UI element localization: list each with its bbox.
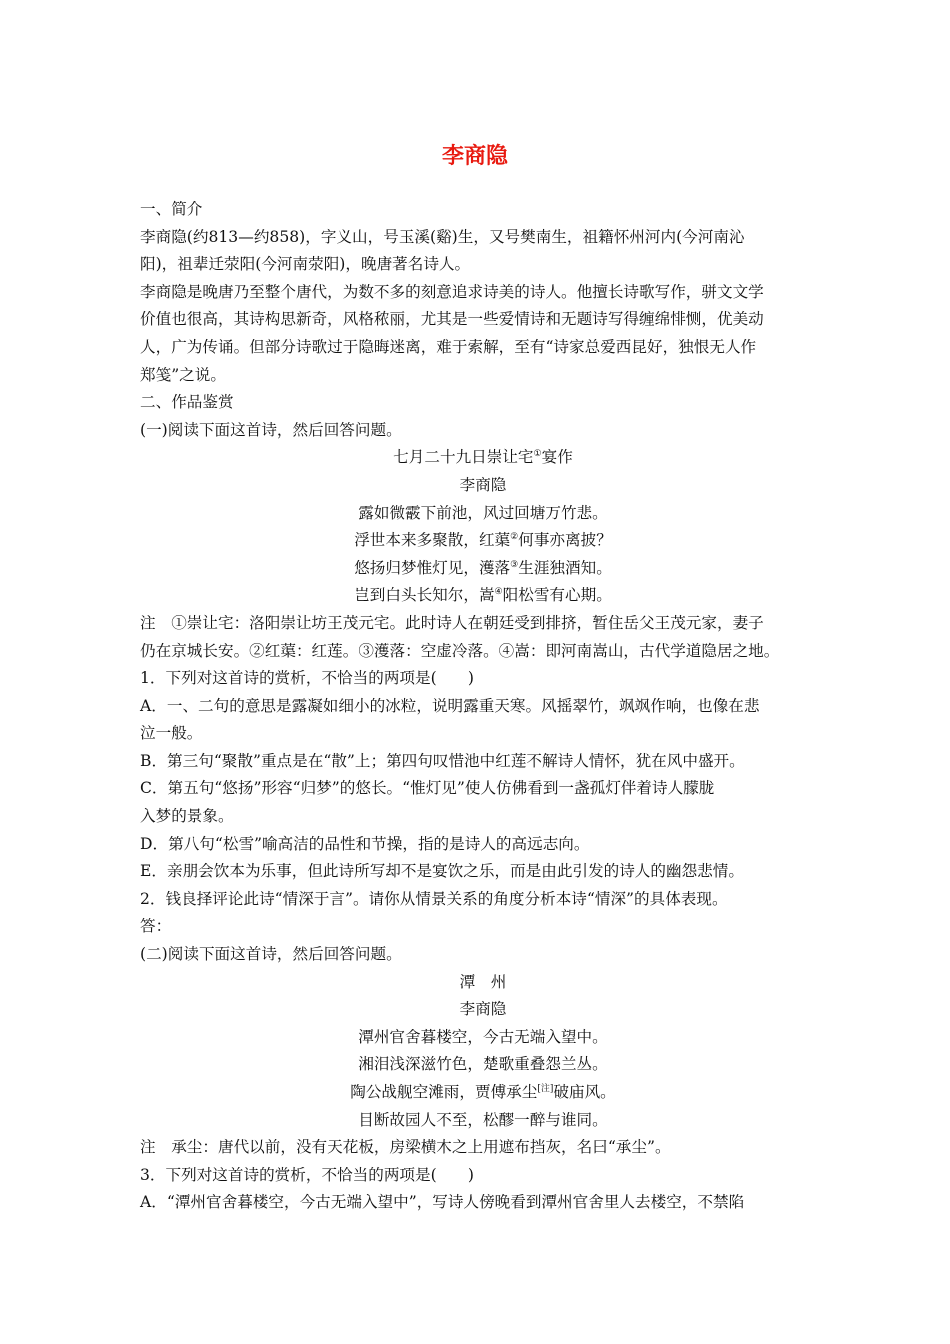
question-1-option-a: A．一、二句的意思是露凝如细小的冰粒，说明露重天寒。风摇翠竹，飒飒作响，也像在悲: [140, 696, 760, 715]
question-1-option-d: D．第八句“松雪”喻高洁的品性和节操，指的是诗人的高远志向。: [140, 834, 590, 853]
question-1-option-b: B．第三句“聚散”重点是在“散”上；第四句叹惜池中红莲不解诗人情怀，犹在风中盛开。: [140, 751, 745, 770]
part-two-intro: (二)阅读下面这首诗，然后回答问题。: [140, 945, 402, 964]
question-2: 2．钱良择评论此诗“情深于言”。请你从情景关系的角度分析本诗“情深”的具体表现。: [140, 889, 728, 908]
footnote-marker: ②: [510, 532, 519, 543]
footnote-marker: [注]: [537, 1084, 554, 1094]
poem-1-note-line: 注 ①崇让宅：洛阳崇让坊王茂元宅。此时诗人在朝廷受到排挤，暂住岳父王茂元家，妻子: [140, 613, 764, 632]
poem-2-verse: 潭州官舍暮楼空，今古无端入望中。: [358, 1027, 608, 1046]
footnote-marker: ④: [494, 587, 503, 598]
poem-1-title: 七月二十九日崇让宅①宴作: [393, 448, 573, 467]
poem-2-verse: 陶公战舰空滩雨，贾傅承尘[注]破庙风。: [350, 1083, 616, 1101]
poem-1-verse: 露如微霰下前池，风过回塘万竹悲。: [358, 503, 608, 522]
footnote-marker: ③: [510, 559, 519, 570]
intro-paragraph-2-line: 人，广为传诵。但部分诗歌过于隐晦迷离，难于索解，至有“诗家总爱西昆好，独恨无人作: [140, 337, 757, 356]
intro-paragraph-1-line: 李商隐(约813—约858)，字义山，号玉溪(谿)生，又号樊南生，祖籍怀州河内(今河南沁: [140, 227, 745, 246]
question-1-option-c: 入梦的景象。: [140, 807, 234, 826]
poem-2-author: 李商隐: [459, 1000, 507, 1019]
answer-label: 答：: [140, 917, 172, 936]
poem-2-note: 注 承尘：唐代以前，没有天花板，房梁横木之上用遮布挡灰，名曰“承尘”。: [140, 1138, 671, 1157]
intro-paragraph-2-line: 郑笺”之说。: [140, 365, 226, 384]
part-one-intro: (一)阅读下面这首诗，然后回答问题。: [140, 420, 402, 439]
intro-paragraph-2-line: 李商隐是晚唐乃至整个唐代，为数不多的刻意追求诗美的诗人。他擅长诗歌写作，骈文文学: [140, 282, 764, 301]
poem-1-verse: 悠扬归梦惟灯见，濩落③生涯独酒知。: [354, 558, 612, 577]
section-heading-appreciation: 二、作品鉴赏: [140, 393, 234, 412]
question-1: 1．下列对这首诗的赏析，不恰当的两项是( ): [140, 669, 474, 688]
poem-2-verse: 湘泪浅深滋竹色，楚歌重叠怨兰丛。: [358, 1055, 608, 1074]
question-1-option-a: 泣一般。: [140, 724, 203, 743]
page-title: 李商隐: [441, 144, 508, 169]
question-3: 3．下列对这首诗的赏析，不恰当的两项是( ): [140, 1165, 474, 1184]
footnote-marker: ①: [533, 449, 542, 460]
section-heading-intro: 一、简介: [140, 200, 203, 218]
poem-1-verse: 岂到白头长知尔，嵩④阳松雪有心期。: [354, 586, 612, 605]
question-3-option-a: A．“潭州官舍暮楼空，今古无端入望中”，写诗人傍晚看到潭州官舍里人去楼空，不禁陷: [140, 1193, 745, 1212]
question-1-option-e: E．亲朋会饮本为乐事，但此诗所写却不是宴饮之乐，而是由此引发的诗人的幽怨悲情。: [140, 862, 744, 881]
intro-paragraph-1-line: 阳)，祖辈迁荥阳(今河南荥阳)，晚唐著名诗人。: [140, 255, 471, 274]
poem-1-verse: 浮世本来多聚散，红蕖②何事亦离披？: [354, 531, 612, 550]
poem-1-note-line: 仍在京城长安。②红蕖：红莲。③濩落：空虚冷落。④嵩：即河南嵩山，古代学道隐居之地。: [140, 641, 780, 660]
poem-1-author: 李商隐: [459, 475, 507, 494]
poem-2-title: 潭 州: [459, 972, 507, 991]
intro-paragraph-2-line: 价值也很高，其诗构思新奇，风格秾丽，尤其是一些爱情诗和无题诗写得缠绵悱恻，优美动: [140, 310, 764, 329]
poem-2-verse: 目断故园人不至，松醪一醉与谁同。: [358, 1110, 608, 1129]
question-1-option-c: C．第五句“悠扬”形容“归梦”的悠长。“惟灯见”使人仿佛看到一盏孤灯伴着诗人朦胧: [140, 779, 715, 798]
